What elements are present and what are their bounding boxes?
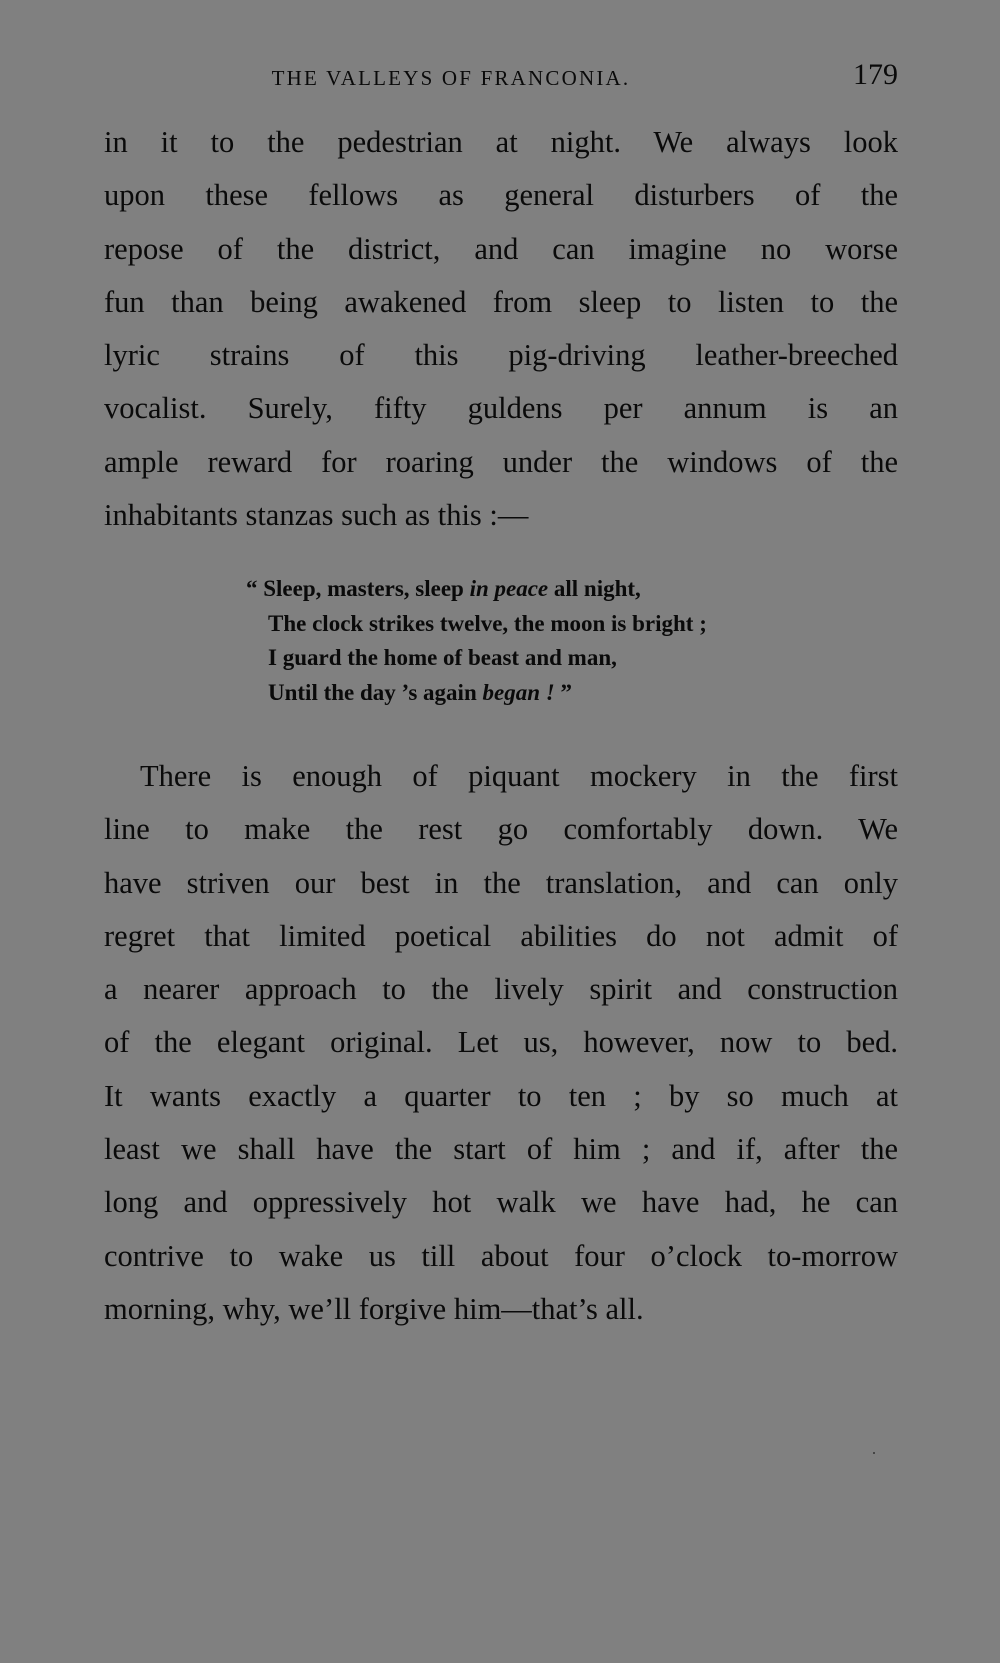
verse-line: I guard the home of beast and man, bbox=[268, 645, 617, 670]
text-line: a nearer approach to the lively spirit and construction bbox=[104, 972, 898, 1007]
text-line: have striven our best in the translation, and can only bbox=[104, 865, 898, 900]
text-line: line to make the rest go comfortably down. We bbox=[104, 812, 898, 847]
text-line: repose of the district, and can imagine no worse bbox=[104, 231, 898, 266]
running-title: THE VALLEYS OF FRANCONIA. bbox=[271, 66, 631, 90]
text-line: fun than being awakened from sleep to listen to the bbox=[104, 284, 898, 319]
text-line: ample reward for roaring under the windows of the bbox=[104, 444, 898, 479]
verse-text: Until the day ’s again bbox=[268, 679, 483, 705]
verse-text: all night, bbox=[548, 576, 641, 601]
verse-line bbox=[246, 676, 806, 711]
paper-speck bbox=[873, 1452, 875, 1454]
text-line: upon these fellows as general disturbers of the bbox=[104, 178, 898, 213]
text-line: inhabitants stanzas such as this :— bbox=[104, 498, 529, 533]
running-head bbox=[104, 58, 898, 94]
text-line: in it to the pedestrian at night. We always look bbox=[104, 125, 898, 159]
text-line: There is enough of piquant mockery in the first bbox=[140, 759, 898, 793]
text-line: lyric strains of this pig-driving leather-breeched bbox=[104, 338, 898, 373]
text-line: of the elegant original. Let us, however, now to bed. bbox=[104, 1025, 898, 1060]
text-line: regret that limited poetical abilities do not admit of bbox=[104, 918, 898, 953]
text-line: It wants exactly a quarter to ten ; by so much at bbox=[104, 1078, 898, 1113]
verse-quotation bbox=[246, 572, 806, 710]
verse-line: The clock strikes twelve, the moon is bright ; bbox=[268, 610, 707, 636]
verse-text: “ Sleep, masters, sleep bbox=[246, 576, 470, 601]
page-number: 179 bbox=[853, 58, 898, 91]
verse-text: ” bbox=[554, 679, 572, 705]
verse-line bbox=[246, 572, 806, 607]
text-line: vocalist. Surely, fifty guldens per annum is an bbox=[104, 391, 898, 426]
text-line: contrive to wake us till about four o’clock to-morrow bbox=[104, 1238, 898, 1273]
verse-italic: began ! bbox=[482, 679, 555, 705]
paragraph-2 bbox=[104, 750, 898, 1336]
text-line: least we shall have the start of him ; and if, after the bbox=[104, 1132, 898, 1167]
text-line: morning, why, we’ll forgive him—that’s all. bbox=[104, 1291, 644, 1326]
text-line: long and oppressively hot walk we have had, he can bbox=[104, 1185, 898, 1220]
verse-italic: in peace bbox=[469, 576, 549, 601]
paragraph-1 bbox=[104, 116, 898, 542]
